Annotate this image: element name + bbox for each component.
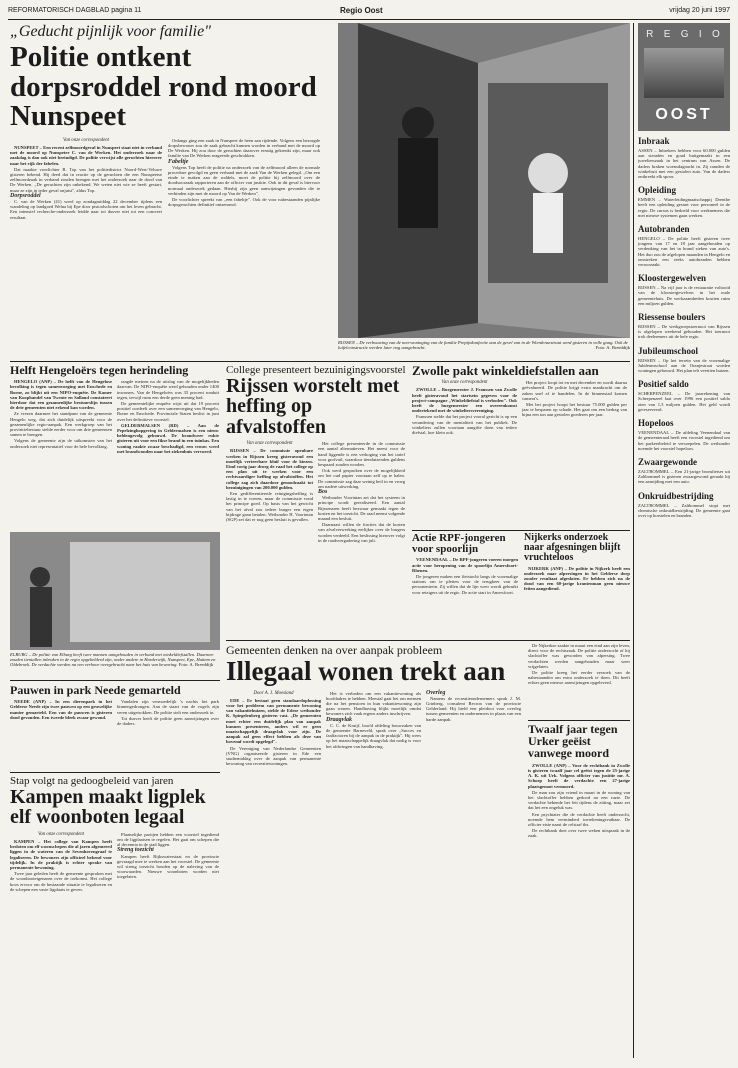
main-body1: Dat maakte voorlichter B. Top van het politiedistrict Noord-West-Veluwe gisteren bekend. Hij deed dat in reactie op de geruchten die een Nunspeetse zelfmoordzaak in verband zouden brengen met het onderzoek naar de dood van De Werken. „De geruchten zijn onbekend. We weten niet wie ze heeft gestart, maar ze zijn in ieder geval onjuist", aldus Top. [10, 166, 162, 193]
illegaal-body: De Vereniging van Nederlandse Gemeenten (VNG) organiseerde gisteren in Ede een studiemiddag over de aanpak van permanente bewoning van recreatiewoningen. [226, 745, 321, 767]
article-kampen [10, 775, 220, 1060]
sidebar-brief-body: RIJSSEN – Na vijf jaar is de restauratie voltooid van de kloostergewelven in het oude gemeentehuis. De werkzaamheden kostten ruim een miljoen gulden. [638, 285, 730, 306]
pauwen-title: Pauwen in park Neede gemarteld [10, 684, 181, 697]
sidebar-brief [638, 273, 730, 306]
sidebar-brief-title: Positief saldo [638, 379, 689, 390]
sidebar-brief-body: RIJSSEN – De werkgroepstoernooi van Rijssen is afgelopen weekend gehouden. Het toernooi trok deelnemers uit de hele regio. [638, 324, 730, 340]
sidebar-brief [638, 312, 730, 340]
sidebar-brief-body: HENGELO – De politie heeft gisteren twee jongens van 17 en 18 jaar aangehouden op verdenking van het in brand steken van auto's. Het duo zou de afgelopen maanden in Hengelo en omstreken een reeks autobranden hebben veroorzaakt. [638, 236, 730, 268]
sidebar-brief-title: Autobranden [638, 224, 690, 235]
illegaal-body4: Namens de recreatieondernemers sprak J. M. Grinberg, consulent Recron van de provincie Gelderland. Hij hield een pleidooi voor overleg tussen gemeenten en ondernemers in plaats van een harde aanpak. [426, 695, 521, 722]
nijkerk-lead: NIJKERK (ANP) – De politie in Nijkerk heeft een onderzoek naar afpersingen in het Gelderse dorp zonder resultaat afgesloten. Er hebben zich na de dood van een 60-jarige krantenman geen nieuwe feiten aangediend. [524, 565, 630, 592]
main-sub2: Fabeltje [168, 158, 189, 165]
elburg-caption-text: ELBURG – De politie van Elburg heeft twee mannen aangehouden in verband met winkeldiefstallen. Daarmee zouden tientallen inbraken in de regio opgehelderd zijn, onder andere in Harderwijk, Nunspeet, Epe, Hattem en Oldebroek. De verdachte werden na een verhoor overgebracht naar het huis van bewaring. [10, 652, 216, 668]
main-body4: Volgens Top heeft de politie na onderzoek van de zelfmoord alleen de normale procedure gevolgd en geen verband met de zaak Van de Werken gelegd. „Om een einde te maken aan de roddels, moet de politie bij zelfmoord over de doodsoorzaak rapporteren aan de officier van justitie. Ook in dit geval is hiervoor normaal onderzoek gedaan. Hierbij zijn geen aanwijzingen gevonden die te verbinden zijn met de moord op Van de Werken". [168, 164, 320, 196]
zwolle-body2: Het project loopt tot en met december en wordt daarna geëvalueerd. De politie krijgt extra mankracht om de zaken snel af te handelen. In de binnenstad komen camera's. [522, 380, 627, 401]
construction-photo [338, 23, 630, 338]
urk-title: Twaalf jaar tegen Urker geëist vanwege moord [528, 723, 618, 761]
main-sub1: Dorpsroddel [10, 192, 41, 199]
rpf-title: Actie RPF-jongeren voor spoorlijn [412, 533, 506, 556]
sidebar-brief-title: Riessense boulers [638, 312, 706, 323]
sidebar-brief-body: ZALTBOMMEL – Een 21-jarige bromfietser uit Zaltbommel is gisteren zwaargewond geraakt bij een aanrijding met een auto. [638, 468, 730, 485]
main-byline: Van onze correspondent [63, 137, 109, 143]
sidebar-brief-title: Onkruidbestrijding [638, 490, 714, 501]
zwolle-lead: ZWOLLE – Burgemeester J. Franssen van Zwolle heeft gisteravond het startsein gegeven voor de project-campagne „Winkeldiefstal is verboden". Ook heeft de burgemeester een overeenkomst ondertekend met de winkeliersvereniging. [412, 387, 517, 414]
caption-credit: Foto: A. Breeddijk [595, 345, 630, 351]
kampen-body: Twee jaar geleden heeft de gemeente gesproken met de woonbooteigenaren over de toekomst. Het college koos ervoor om de bestaande situatie te legaliseren en de schepen een vaste ligplaats te geven. [10, 871, 112, 892]
masthead-left: REFORMATORISCH DAGBLAD pagina 11 [8, 7, 142, 14]
hengelo-body: Ze vrezen daarmee het standpunt van de gemeente Hengelo weg, dat zich duidelijk uitspreekt voor de gezamenlijke regio-aanpak. Een werkgroep van het provinciebestuur stelde eerder voor om drie gemeenten samen te brengen. [10, 411, 112, 438]
zwolle-body3: Met het project hoopt het bestuur 75.000 gulden per jaar te besparen op schade. Het gaat om een bedrag van bijna een ton aan gestolen goederen per jaar. [522, 402, 627, 418]
kampen-body3: Kampen heeft Rijkswaterstaat en de provincie gevraagd mee te werken aan het voorstel. De gemeente wil streng toezicht houden op de naleving van de voorwaarden. Nieuwe woonboten worden niet toegelaten. [117, 853, 219, 880]
hengelo-title: Helft Hengeloërs tegen herindeling [10, 364, 189, 377]
main-body2: C. van de Werken (41) werd op zondagmiddag 22 december tijdens een wandeling op landgoed Welna bij Epe door pistoolschoten om het leven gebracht. Een intensief recherche-onderzoek leidde naar tot dusver niet tot een concreet resultaat. [10, 198, 162, 220]
zwolle-body: Franssen stelde dat het project vooral gericht is op een verandering van de mentaliteit van het publiek. De winkeliers zullen voortaan aangifte doen van iedere diefstal, hoe klein ook. [412, 414, 517, 436]
sidebar-briefs [638, 136, 730, 1061]
main-caption [338, 340, 630, 360]
illegaal-byline: Door A. J. Moesland [253, 690, 294, 696]
rijssen-kicker: College presenteert bezuinigingsvoorstel [226, 364, 406, 376]
sidebar-brief-body: ZALTBOMMEL – Zaltbommel stopt met chemische onkruidbestrijding. De gemeente gaat over op borstelen en branden. [638, 502, 730, 518]
article-rijssen [226, 364, 406, 634]
shop-photo [10, 532, 220, 650]
nijkerk-body2: De politie kreeg het eerder verzoek van de nabestaanden om extra onderzoek te doen. Dit heeft echter geen nieuwe aanwijzingen opgeleverd. [528, 670, 630, 686]
pauwen-body: Vandalen zijn vermoedelijk 's nachts het park binnengedrongen. Aan de staart van de vogels zijn veren uitgetrokken. De politie stelt een onderzoek in. [117, 699, 219, 715]
rijssen-title: Rijssen worstelt met heffing op afvalstoffen [226, 375, 400, 438]
rpf-lead: VEENENDAAL – De RPF-jongeren voeren morgen actie voor heropening van de spoorlijn Amersfoort-Rhenen. [412, 557, 518, 573]
sidebar-brief-title: Hopeloos [638, 418, 674, 429]
main-photo [338, 23, 630, 338]
hengelo-body2: Volgens de gemeente zijn de uitkomsten van het onderzoek niet representatief voor de hele bevolking. [10, 438, 112, 449]
logo-word: OOST [655, 106, 713, 123]
caption-text: RIJSSEN – De verbouwing van de neerwoninging van de familie Prepijnkonfectie aan de gevel van in de Wierdensestraat werd gisteren in volle gang. Ook de luifelconstructie werden later nog aangebracht. [338, 340, 628, 351]
rpf-body: De jongeren maken een fietstocht langs de voormalige stations om te pleiten voor de terugkeer van de personentrein. Zij willen dat de lijn weer wordt gebruikt voor reizigers uit de regio. De actie start in Amersfoort. [412, 574, 518, 595]
nijkerk-body: De Nijkerkse zaakte in maart een eind aan zijn leven, direct voor de rechtszaak. De politie onderzocht of hij slachtoffer was geworden van afpersing. Twee verdachten werden aangehouden maar weer vrijgelaten. [528, 643, 630, 669]
rijssen-body3: Ook werd gesproken over de mogelijkheid om het oud papier voortaan zelf op te halen. De commissie zag daar weinig heil in en vroeg om nadere uitwerking. [318, 468, 405, 489]
urk-body: De man zou zijn vriend in maart in de woning van het slachtoffer hebben gedood na een ruzie. De verdachte bekende het feit tijdens de zitting, maar zei dat het een ongeluk was. [528, 789, 630, 811]
elburg-photo [10, 532, 220, 650]
article-urk [528, 723, 630, 1058]
article-illegaal-wonen [226, 643, 522, 1053]
kampen-byline: Van onze correspondent [38, 831, 84, 837]
kampen-sub: Streng toezicht [117, 847, 154, 854]
zwolle-byline: Van onze correspondent [441, 380, 488, 386]
illegaal-body3: C. C. de Kruijf, hoofd afdeling bouwzaken van de gemeente Barneveld, sprak over „Succes en faalfactoren bij de aanpak in de praktijk". Hij wees op het maatschappelijk draagvlak dat nodig is voor het afdwingen van handhaving. [326, 722, 421, 749]
sidebar-brief-title: Opleiding [638, 185, 677, 196]
rijssen-body: Een gedifferentieerde reinigingsheffing is lastig in te voeren, maar de commissie vond het principe goed. Op basis van het gewicht van het afval zou iedere burger een eigen bijdrage gaan betalen. Wethouder H. Voorintan (SGP) zei dat er nog geen besluit is gevallen. [226, 491, 313, 523]
pauwen-body2: Tot dusver heeft de politie geen aanwijzingen over de daders. [117, 715, 219, 727]
rijssen-body2: Het college presenteerde in de commissie een aantal alternatieven. Het meest voor de hand liggende is een verhoging van het tarief voor grofvuil, waardoor tienduizenden guldens bespaard zouden worden. [318, 441, 405, 467]
main-lead: NUNSPEET – Een recent zelfmoordgeval in Nunspeet staat niet in verband met de moord op Nunspeter C. van de Werken. Het onderzoek naar de zaakdag is dan ook niet beeindigd. De politie verwijst alle geruchten hierover naar het rijk der fabelen. [10, 144, 162, 166]
sidebar-brief-body: RIJSSEN – Op het terrein van de voormalige Jubileumschool aan de Oranjestraat worden woningen gebouwd. Het plan telt veertien huizen. [638, 357, 730, 374]
regio-logo [638, 23, 730, 131]
nijkerk-title: Nijkerks onderzoek naar afgesningen blijft vruchteloos [524, 533, 621, 564]
masthead-center: Regio Oost [340, 6, 383, 15]
hengelo-col2: raagde meteen na de uitslag van de mogelijkheden daarvan. De NIPO-enquête werd gehouden onder 1400 inwoners. Van de Hengeloërs was 35 procent ronduit tegen, terwijl ruim een derde geen mening had. [117, 379, 219, 400]
sidebar-brief [638, 136, 730, 179]
illegaal-sub2: Overleg [426, 689, 446, 696]
hengelo-col2b: De gemeentelijke enquête wijst uit dat 19 procent positief oordeelt over een samenvoeging van Hengelo, Borne en Enschede. Provinciale Staten beslist in juni over het definitieve voorstel. [117, 401, 219, 422]
kampen-kicker: Stap volgt na gedoogbeleid van jaren [10, 775, 174, 787]
rijssen-body4: Wethouder Voorintan zei dat het systeem in principe wordt gerealiseerd. Een aantal Rijssenaren heeft bezwaar gemaakt tegen de kosten en het toezicht. De raad neemt volgende maand een besluit. [318, 495, 405, 522]
elburg-caption [10, 652, 220, 678]
main-headline: Politie ontkent dorpsroddel rond moord Nunspeet [10, 41, 317, 133]
illegaal-title: Illegaal wonen trekt aan [226, 656, 506, 686]
article-rpf [412, 533, 518, 638]
logo-letters: R E G I O [646, 29, 722, 40]
sidebar-brief [638, 491, 730, 519]
illegaal-lead: EDE – Er bestaat geen standaardoplossing voor het probleem van permanente bewoning van vakantiehuizen, stelde de Edese wethouder K. Spiegelenberg gisteren vast. „De gemeenten moet echter een duidelijk plan van aanpak kunnen presenteren, anders wil er geen maatschappelijk draagvlak voor zijn. De aanpak zal geen effect hebben als deze van bovenaf wordt opgelegd". [226, 697, 321, 745]
sidebar-brief-title: Inbraak [638, 136, 670, 146]
sidebar-brief [638, 418, 730, 451]
main-kicker: „Geducht pijnlijk voor familie" [10, 23, 211, 40]
main-body3: Onlangs ging een zaak in Nunspeet de heen aan rijdende. Volgens een bezorgde dorpsbewoner zou de zaak gebracht kunnen worden in verband met de moord op De Werken. Hij zou door de geruchten daarover ernstig gekrenkt zijn, maar ook familie van De Werken reageerde geschrokken. [168, 137, 320, 159]
sidebar-brief [638, 346, 730, 374]
zwolle-title: Zwolle pakt winkeldiefstallen aan [412, 364, 599, 378]
urk-lead: ZWOLLE (ANP) – Voor de rechtbank in Zwolle is gisteren twaalf jaar cel geëist tegen de 25-jarige A. K. uit Urk. Volgens officier van justitie mr. A. Schoep heeft de verdachte een 27-jarige plaatsgenoot vermoord. [528, 762, 630, 789]
sidebar-brief-title: Kloostergewelven [638, 273, 706, 284]
geldermalsen-brief: GELDERMALSEN (RD) – Aan de Pepelzinghopgeving in Geldermalsen is een nieuw heldengevolg gebouwd. De brandweer rukte gisteren uit voor een fikse brand in een tuinkas. Een woning raakte zwaar beschadigd, een vrouw werd met brandwonden naar het ziekenhuis vervoerd. [117, 422, 219, 454]
sidebar-brief-body: VEENENDAAL – De afdeling Veenendaal van de gemeenteraad heeft een voorstel ingediend om het parkeerbeleid te versoepelen. De wethouder noemde het voorstel hopeloos. [638, 430, 730, 451]
urk-body3: De rechtbank doet over twee weken uitspraak in de zaak. [528, 828, 630, 839]
rijssen-lead: RIJSSEN – De commissie openbare werken in Rijssen kreeg gisteravond een moeilijk verteerbare kluif voor de kiezen. Eind vorig jaar droeg de raad het college op een plan uit te werken voor een rechtvaardiger heffing op afvalstoffen. Het college zag zich daardoor genoodzaakt tot bezuinigingen van 200.000 gulden. [226, 448, 313, 490]
illegaal-sub: Draagvlak [326, 716, 352, 723]
masthead [8, 6, 730, 18]
rijssen-sub: Bos [318, 489, 328, 495]
pauwen-lead: NEEDE (ANP) – In een dierenpark in het Gelderse Neede zijn twee pauwen op een gruwelijke manier gemarteld. Een van de pauwen is gisteren dood gevonden. Een tweede bleek zwaar gewond. [10, 699, 112, 720]
sidebar-brief [638, 185, 730, 218]
sidebar-brief [638, 457, 730, 485]
article-zwolle-winkel [412, 364, 630, 529]
kampen-body2: Plaatselijke partijen hebben een voorstel ingediend om de ligplaatsen te regelen. Het gaat om schepen die al decennia in de stad liggen. [117, 831, 219, 848]
sidebar-brief-body: EMMEN – Waterleidingmaatschappij Drenthe heeft een opleiding gestart voor personeel in de regio. De cursus is bedoeld voor werknemers die met nieuwe systemen gaan werken. [638, 197, 730, 218]
main-body5: De voorlichter spreekt van „een fabeltje". Ook de voor nabestaanden pijnlijke dorpsgeruchten definitief ontzenuwd. [168, 196, 320, 208]
nijkerk-continued [528, 643, 630, 718]
sidebar-brief-title: Zwaargewonde [638, 456, 697, 467]
sidebar-brief-body: SCHERPENZEEL – De jaarrekening van Scherpenzeel laat over 1996 een positief saldo zien van 1,3 miljoen gulden. Het geld wordt gereserveerd. [638, 391, 730, 412]
sidebar-brief [638, 224, 730, 267]
illegaal-body2: Het is verboden om een vakantiewoning als hoofdadres te hebben. Meestal gaat het om mensen die na het pensioen in hun vakantiewoning zijn gaan wonen. Handhaving blijkt moeilijk omdat bewoners zich vaak ergens anders inschrijven. [326, 690, 421, 717]
main-article [10, 23, 330, 333]
rijssen-byline: Van onze correspondent [246, 441, 293, 447]
sidebar-brief [638, 379, 730, 412]
hengelo-lead: HENGELO (ANP) – De helft van de Hengelose bevolking is tegen samenvoeging met Enschede en Borne, zo blijkt uit een NIPO-enquête. De Kamer van Koophandel van Twente en Salland constateert hierdoor dat een gezamenlijke bestuurslijn tussen de drie gemeenten niet erkend kan worden. [10, 379, 112, 411]
kampen-title: Kampen maakt ligplek elf woonboten legaal [10, 786, 206, 829]
illegaal-kicker: Gemeenten denken na over aanpak probleem [226, 643, 443, 657]
rijssen-body5: Daarnaast willen de fracties dat de kosten van afvalverwerking eerlijker over de burgers worden verdeeld. Een beslissing hierover volgt in de raadsvergadering van juli. [318, 522, 405, 543]
urk-body2: Een psychiater die de verdachte heeft onderzocht, noemde hem verminderd toerekeningsvatbaar. De officier eiste naast de celstraf tbs. [528, 811, 630, 827]
sidebar-brief-title: Jubileumschool [638, 345, 699, 356]
sidebar-brief-body: ASSEN – Inbrekers hebben voor 60.000 gulden aan sieraden en goud buitgemaakt in een juwelierszaak in het centrum van Assen. De daders braken woensdagnacht in. Zij ramden de winkelruit met een gestolen auto. Van de daders ontbreekt elk spoor. [638, 148, 730, 180]
kampen-lead: KAMPEN – Het college van Kampen heeft besloten om elf woonschepen die al jaren afgemeerd liggen in de wateren van de Sevenhovengraaf te legaliseren. De bewoners zijn officieel bekend voor tijdelijk. In de praktijk is echter sprake van permanente bewoning. [10, 838, 112, 870]
masthead-right: vrijdag 20 juni 1997 [669, 7, 730, 14]
article-pauwen [10, 684, 220, 770]
elburg-credit: Foto: A. Breeddijk [178, 662, 214, 668]
article-nijkerk [524, 533, 630, 638]
